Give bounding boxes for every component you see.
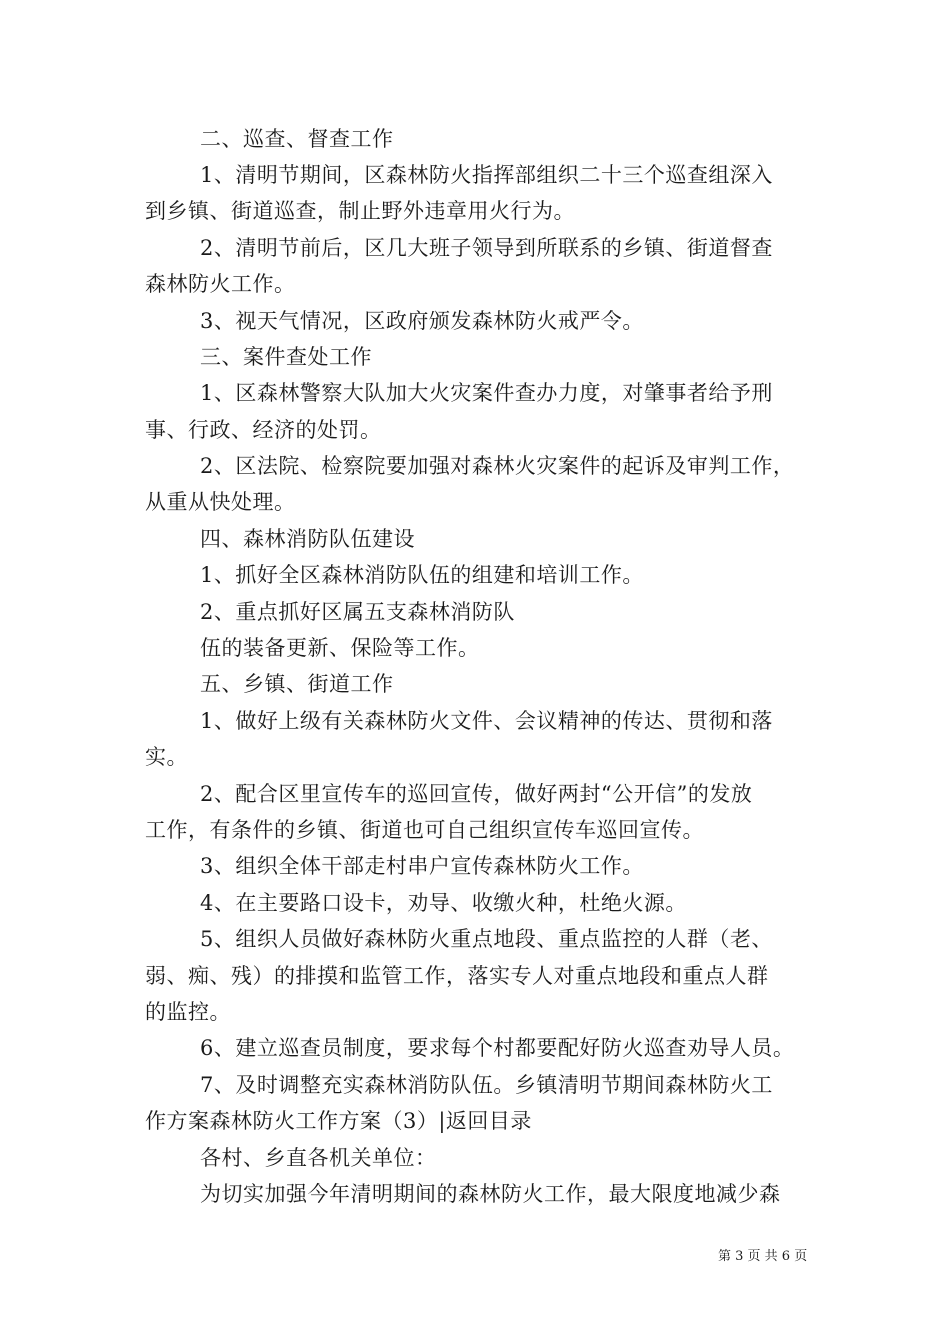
paragraph-line: 2、区法院、检察院要加强对森林火灾案件的起诉及审判工作，: [200, 454, 795, 478]
paragraph-line: 1、清明节期间，区森林防火指挥部组织二十三个巡查组深入: [200, 163, 773, 187]
heading-cases: 三、案件查处工作: [200, 345, 372, 369]
paragraph-line: 1、抓好全区森林消防队伍的组建和培训工作。: [200, 563, 644, 587]
paragraph-line: 5、组织人员做好森林防火重点地段、重点监控的人群（老、: [200, 927, 773, 951]
paragraph-line: 的监控。: [145, 1000, 231, 1024]
paragraph-line: 弱、痴、残）的排摸和监管工作，落实专人对重点地段和重点人群: [145, 964, 769, 988]
heading-patrol: 二、巡查、督查工作: [200, 127, 394, 151]
paragraph-line: 2、配合区里宣传车的巡回宣传，做好两封“公开信”的发放: [200, 782, 753, 806]
paragraph-line: 2、清明节前后，区几大班子领导到所联系的乡镇、街道督查: [200, 236, 773, 260]
paragraph-line: 实。: [145, 745, 188, 769]
paragraph-line: 工作，有条件的乡镇、街道也可自己组织宣传车巡回宣传。: [145, 818, 704, 842]
paragraph-line: 为切实加强今年清明期间的森林防火工作，最大限度地减少森: [200, 1182, 781, 1206]
heading-towns: 五、乡镇、街道工作: [200, 672, 394, 696]
paragraph-line: 伍的装备更新、保险等工作。: [200, 636, 480, 660]
page-number: 第 3 页 共 6 页: [718, 1249, 808, 1264]
paragraph-line: 6、建立巡查员制度，要求每个村都要配好防火巡查劝导人员。: [200, 1036, 795, 1060]
paragraph-line: 到乡镇、街道巡查，制止野外违章用火行为。: [145, 199, 575, 223]
paragraph-line: 从重从快处理。: [145, 490, 296, 514]
paragraph-line: 1、区森林警察大队加大火灾案件查办力度，对肇事者给予刑: [200, 381, 773, 405]
paragraph-line: 4、在主要路口设卡，劝导、收缴火种，杜绝火源。: [200, 891, 687, 915]
paragraph-line: 7、及时调整充实森林消防队伍。乡镇清明节期间森林防火工: [200, 1073, 773, 1097]
paragraph-line: 3、视天气情况，区政府颁发森林防火戒严令。: [200, 309, 644, 333]
paragraph-line: 各村、乡直各机关单位：: [200, 1146, 437, 1170]
paragraph-line: 1、做好上级有关森林防火文件、会议精神的传达、贯彻和落: [200, 709, 773, 733]
paragraph-line-return-link: 作方案森林防火工作方案（3）|返回目录: [145, 1109, 532, 1133]
paragraph-line: 2、重点抓好区属五支森林消防队: [200, 600, 515, 624]
paragraph-line: 事、行政、经济的处罚。: [145, 418, 382, 442]
paragraph-line: 3、组织全体干部走村串户宣传森林防火工作。: [200, 854, 644, 878]
heading-fire-team: 四、森林消防队伍建设: [200, 527, 415, 551]
paragraph-line: 森林防火工作。: [145, 272, 296, 296]
